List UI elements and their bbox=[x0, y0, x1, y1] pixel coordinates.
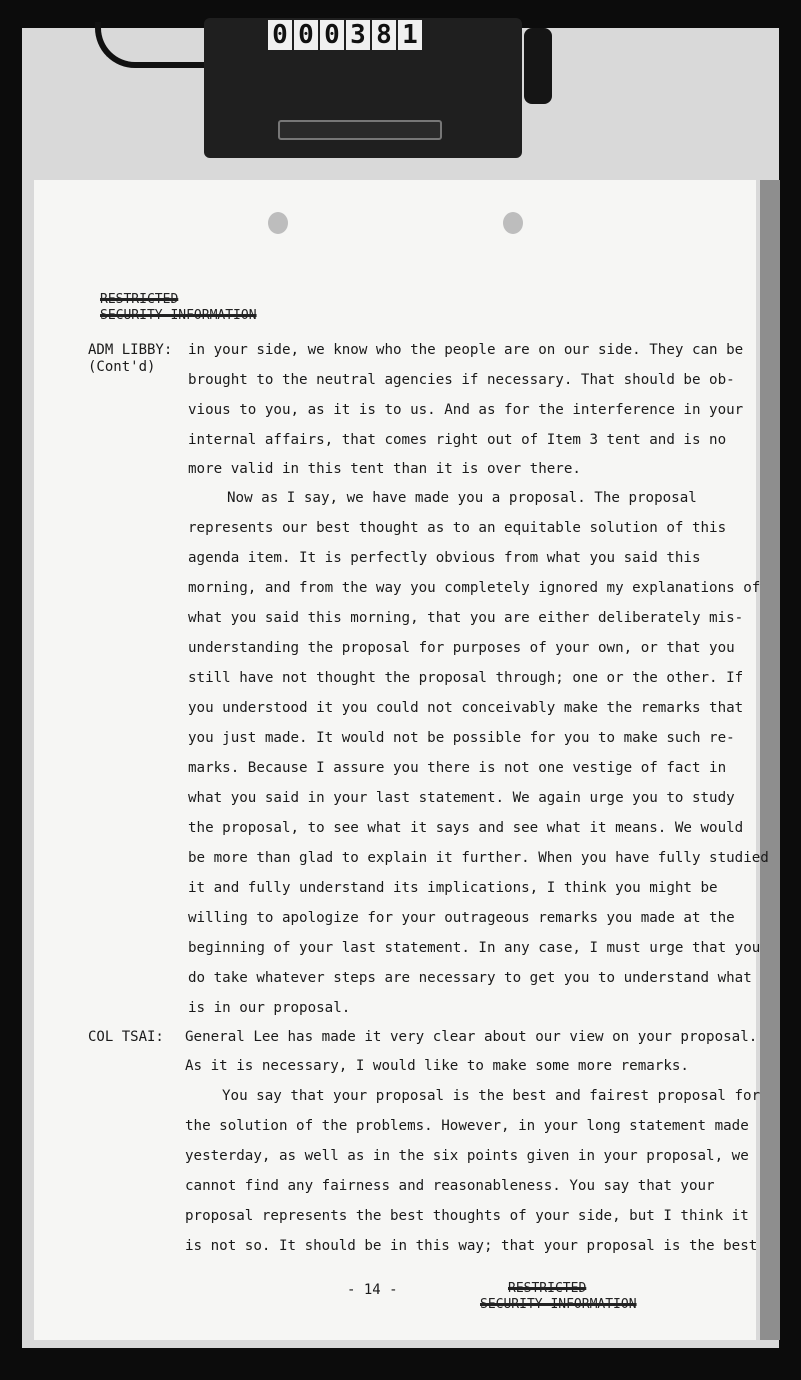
transcript-line: proposal represents the best thoughts of your side, but I think it bbox=[185, 1208, 749, 1224]
transcript-line: be more than glad to explain it further. When you have fully studied bbox=[188, 850, 769, 866]
transcript-line: it and fully understand its implications, I think you might be bbox=[188, 880, 718, 896]
footer-stamp-security: SECURITY INFORMATION bbox=[480, 1297, 637, 1312]
transcript-line: is not so. It should be in this way; that your proposal is the best bbox=[185, 1238, 758, 1254]
page-edge-shadow bbox=[760, 180, 780, 1340]
transcript-line: understanding the proposal for purposes of your own, or that you bbox=[188, 640, 735, 656]
punch-hole bbox=[268, 212, 288, 234]
header-stamp-security: SECURITY INFORMATION bbox=[100, 308, 257, 323]
counter-cable bbox=[95, 22, 221, 68]
transcript-line: You say that your proposal is the best and fairest proposal for bbox=[222, 1088, 761, 1104]
transcript-line: Now as I say, we have made you a proposal. The proposal bbox=[227, 490, 697, 506]
transcript-line: beginning of your last statement. In any case, I must urge that you bbox=[188, 940, 761, 956]
counter-digit: 0 bbox=[294, 20, 318, 50]
transcript-line: morning, and from the way you completely ignored my explanations of bbox=[188, 580, 761, 596]
frame-counter-digits bbox=[268, 20, 422, 50]
transcript-line: agenda item. It is perfectly obvious from what you said this bbox=[188, 550, 701, 566]
speaker-label: COL TSAI: bbox=[88, 1029, 164, 1045]
transcript-line: brought to the neutral agencies if necessary. That should be ob- bbox=[188, 372, 735, 388]
transcript-line: marks. Because I assure you there is not one vestige of fact in bbox=[188, 760, 727, 776]
counter-digit: 1 bbox=[398, 20, 422, 50]
transcript-line: still have not thought the proposal through; one or the other. If bbox=[188, 670, 744, 686]
transcript-line: you just made. It would not be possible for you to make such re- bbox=[188, 730, 735, 746]
transcript-line: yesterday, as well as in the six points given in your proposal, we bbox=[185, 1148, 749, 1164]
header-stamp-restricted: RESTRICTED bbox=[100, 292, 179, 307]
counter-digit: 8 bbox=[372, 20, 396, 50]
counter-knob bbox=[524, 28, 552, 104]
transcript-line: what you said this morning, that you are either deliberately mis- bbox=[188, 610, 744, 626]
transcript-line: what you said in your last statement. We again urge you to study bbox=[188, 790, 735, 806]
counter-digit: 0 bbox=[268, 20, 292, 50]
page-number: - 14 - bbox=[347, 1282, 398, 1298]
transcript-line: in your side, we know who the people are on our side. They can be bbox=[188, 342, 744, 358]
transcript-line: represents our best thought as to an equitable solution of this bbox=[188, 520, 727, 536]
transcript-line: the solution of the problems. However, in your long statement made bbox=[185, 1118, 749, 1134]
transcript-line: As it is necessary, I would like to make some more remarks. bbox=[185, 1058, 689, 1074]
transcript-line: you understood it you could not conceivably make the remarks that bbox=[188, 700, 744, 716]
transcript-line: vious to you, as it is to us. And as for the interference in your bbox=[188, 402, 744, 418]
transcript-line: willing to apologize for your outrageous remarks you made at the bbox=[188, 910, 735, 926]
counter-digit: 3 bbox=[346, 20, 370, 50]
transcript-line: do take whatever steps are necessary to get you to understand what bbox=[188, 970, 752, 986]
counter-slot bbox=[278, 120, 442, 140]
transcript-line: the proposal, to see what it says and see what it means. We would bbox=[188, 820, 744, 836]
transcript-line: General Lee has made it very clear about our view on your proposal. bbox=[185, 1029, 758, 1045]
transcript-line: cannot find any fairness and reasonableness. You say that your bbox=[185, 1178, 715, 1194]
transcript-line: internal affairs, that comes right out of Item 3 tent and is no bbox=[188, 432, 727, 448]
speaker-label: ADM LIBBY: (Cont'd) bbox=[88, 342, 173, 375]
transcript-line: more valid in this tent than it is over there. bbox=[188, 461, 581, 477]
punch-hole bbox=[503, 212, 523, 234]
transcript-line: is in our proposal. bbox=[188, 1000, 351, 1016]
footer-stamp-restricted: RESTRICTED bbox=[508, 1281, 587, 1296]
counter-digit: 0 bbox=[320, 20, 344, 50]
